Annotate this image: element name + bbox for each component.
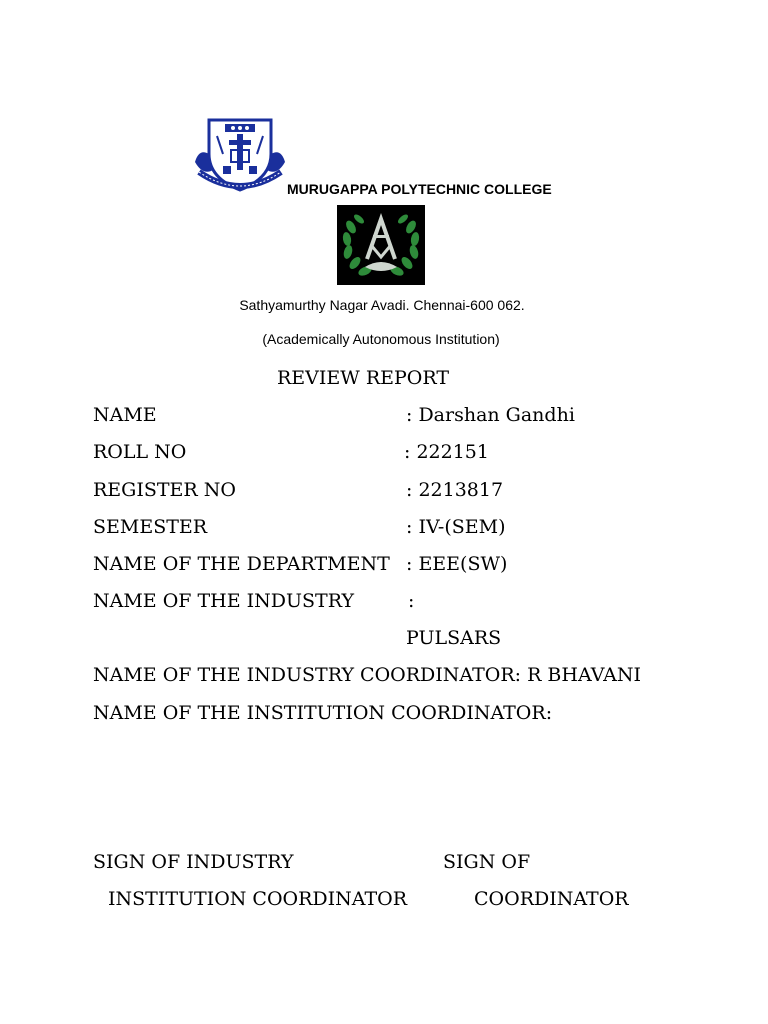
- institution-status: (Academically Autonomous Institution): [262, 331, 500, 347]
- report-title: REVIEW REPORT: [277, 367, 450, 389]
- college-address: Sathyamurthy Nagar Avadi. Chennai-600 062.: [239, 297, 525, 313]
- roll-no-value: : 222151: [404, 441, 489, 463]
- register-no-value: : 2213817: [406, 479, 504, 501]
- roll-no-label: ROLL NO: [93, 441, 187, 463]
- name-value: : Darshan Gandhi: [406, 404, 575, 426]
- college-crest-logo: [193, 114, 287, 198]
- sign-left-line2: INSTITUTION COORDINATOR: [108, 888, 408, 910]
- institution-coordinator: NAME OF THE INSTITUTION COORDINATOR:: [93, 702, 553, 724]
- laurel-monogram-icon: [337, 205, 425, 285]
- department-value: : EEE(SW): [406, 553, 508, 575]
- name-label: NAME: [93, 404, 157, 426]
- sign-right-line2: COORDINATOR: [474, 888, 629, 910]
- industry-colon: :: [408, 590, 415, 612]
- sign-left-line1: SIGN OF INDUSTRY: [93, 851, 294, 873]
- semester-label: SEMESTER: [93, 516, 208, 538]
- register-no-label: REGISTER NO: [93, 479, 236, 501]
- industry-coordinator: NAME OF THE INDUSTRY COORDINATOR: R BHAVANI: [93, 664, 642, 686]
- industry-label: NAME OF THE INDUSTRY: [93, 590, 354, 612]
- emblem-logo: [337, 205, 425, 285]
- department-label: NAME OF THE DEPARTMENT: [93, 553, 390, 575]
- crest-icon: [195, 120, 285, 190]
- semester-value: : IV-(SEM): [406, 516, 506, 538]
- college-name: MURUGAPPA POLYTECHNIC COLLEGE: [287, 181, 552, 197]
- industry-value: PULSARS: [406, 627, 502, 649]
- sign-right-line1: SIGN OF: [443, 851, 531, 873]
